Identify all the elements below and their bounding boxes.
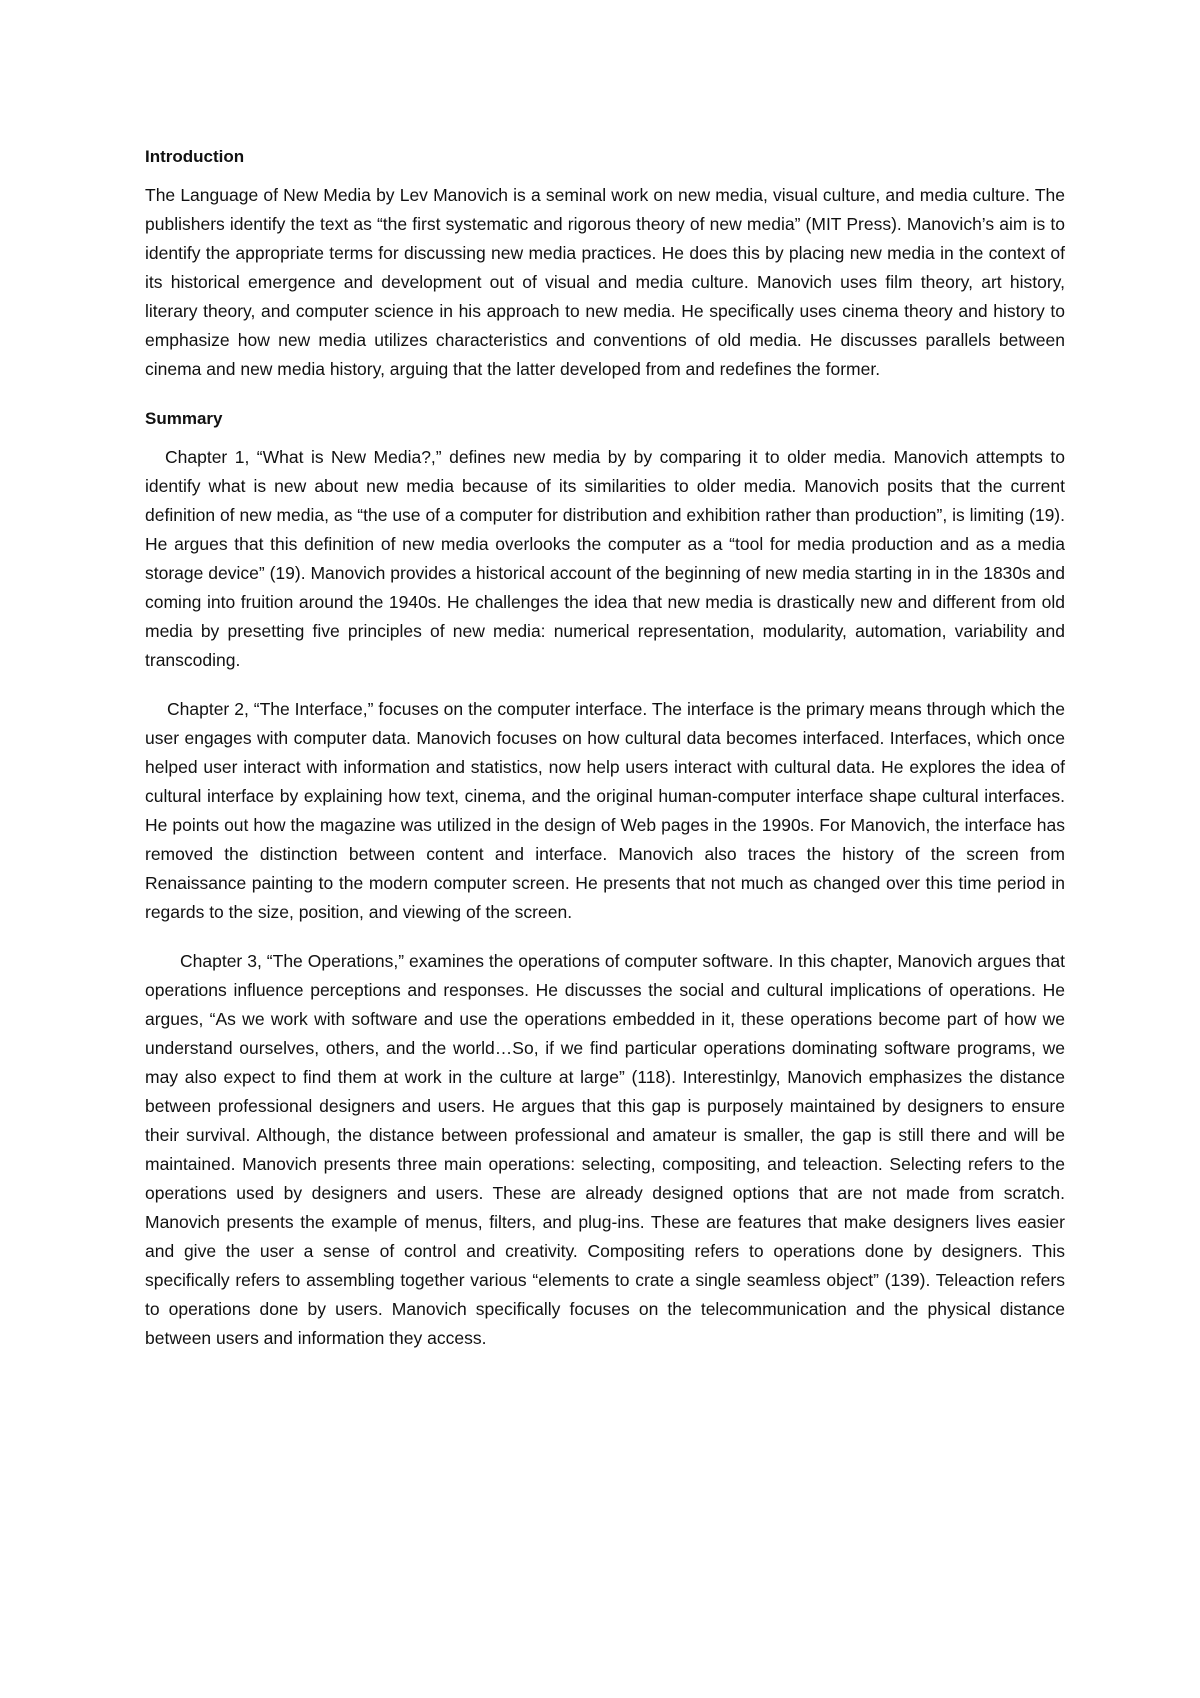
chapter-3-paragraph: Chapter 3, “The Operations,” examines the operations of computer software. In this chapter, Manovich argues that operations influence perceptions and responses. He discusses the social and cultural implications of operations. He argues, “As we work with software and use the operations embedded in it, these operations become part of how we understand ourselves, others, and the world…So, if we find particular operations dominating software programs, we may also expect to find them at work in the culture at large” (118). Interestinlgy, Manovich emphasizes the distance between professional designers and users. He argues that this gap is purposely maintained by designers to ensure their survival. Although, the distance between professional and amateur is smaller, the gap is still there and will be maintained. Manovich presents three main operations: selecting, compositing, and teleaction. Selecting refers to the operations used by designers and users. These are already designed options that are not made from scratch. Manovich presents the example of menus, filters, and plug-ins. These are features that make designers lives easier and give the user a sense of control and creativity. Compositing refers to operations done by designers. This specifically refers to assembling together various “elements to crate a single seamless object” (139). Teleaction refers to operations done by users. Manovich specifically focuses on the telecommunication and the physical distance between users and information they access. [145, 951, 1065, 1348]
document-body [145, 142, 1065, 1373]
introduction-heading: Introduction [145, 147, 245, 166]
introduction-paragraph: The Language of New Media by Lev Manovich is a seminal work on new media, visual culture, and media culture. The publishers identify the text as “the first systematic and rigorous theory of new media” (MIT Press). Manovich’s aim is to identify the appropriate terms for discussing new media practices. He does this by placing new media in the context of its historical emergence and development out of visual and media culture. Manovich uses film theory, art history, literary theory, and computer science in his approach to new media. He specifically uses cinema theory and history to emphasize how new media utilizes characteristics and conventions of old media. He discusses parallels between cinema and new media history, arguing that the latter developed from and redefines the former. [145, 185, 1065, 379]
summary-heading: Summary [145, 409, 223, 428]
chapter-2-paragraph: Chapter 2, “The Interface,” focuses on the computer interface. The interface is the primary means through which the user engages with computer data. Manovich focuses on how cultural data becomes interfaced. Interfaces, which once helped user interact with information and statistics, now help users interact with cultural data. He explores the idea of cultural interface by explaining how text, cinema, and the original human-computer interface shape cultural interfaces. He points out how the magazine was utilized in the design of Web pages in the 1990s. For Manovich, the interface has removed the distinction between content and interface. Manovich also traces the history of the screen from Renaissance painting to the modern computer screen. He presents that not much as changed over this time period in regards to the size, position, and viewing of the screen. [145, 699, 1065, 922]
chapter-1-paragraph: Chapter 1, “What is New Media?,” defines new media by by comparing it to older media. Manovich attempts to identify what is new about new media because of its similarities to older media. Manovich posits that the current definition of new media, as “the use of a computer for distribution and exhibition rather than production”, is limiting (19). He argues that this definition of new media overlooks the computer as a “tool for media production and as a media storage device” (19). Manovich provides a historical account of the beginning of new media starting in in the 1830s and coming into fruition around the 1940s. He challenges the idea that new media is drastically new and different from old media by presetting five principles of new media: numerical representation, modularity, automation, variability and transcoding. [145, 447, 1065, 670]
